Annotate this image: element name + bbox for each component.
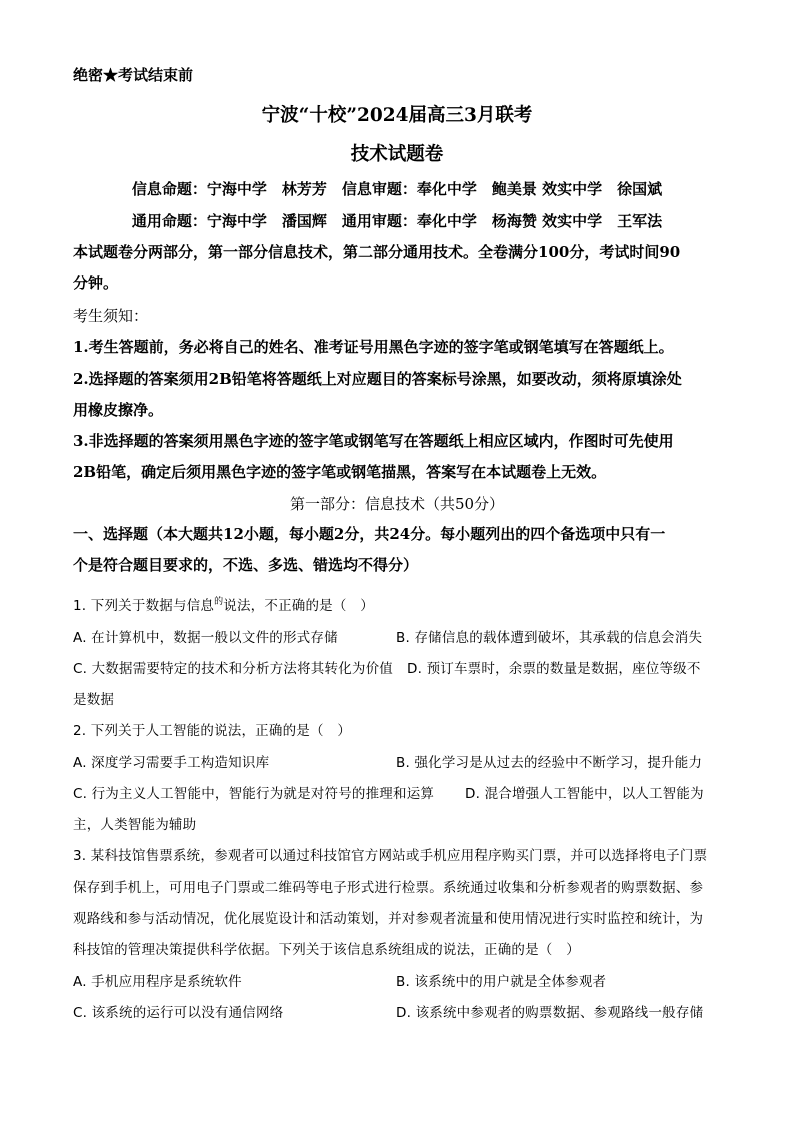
q3-option-a: A. 手机应用程序是系统软件 xyxy=(73,974,242,990)
q3-stem-line-3: 观路线和参与活动情况，优化展览设计和活动策划，并对参观者流量和使用情况进行实时监控和统计，为 xyxy=(73,911,704,927)
q3-option-b: B. 该系统中的用户就是全体参观者 xyxy=(396,974,607,990)
notice-heading: 考生须知： xyxy=(73,307,149,325)
section-instructions-2: 个是符合题目要求的，不选、多选、错选均不得分） xyxy=(73,556,419,574)
exam-title: 宁波“十校”2024届高三3月联考 xyxy=(261,105,533,126)
notice-item-3-cont: 2B铅笔，确定后须用黑色字迹的签字笔或钢笔描黑，答案写在本试题卷上无效。 xyxy=(73,463,607,481)
q3-stem-line-1: 3. 某科技馆售票系统，参观者可以通过科技馆官方网站或手机应用程序购买门票，并可以选择将电子门票 xyxy=(73,848,708,864)
q2-option-a: A. 深度学习需要手工构造知识库 xyxy=(73,755,270,771)
q3-option-c: C. 该系统的运行可以没有通信网络 xyxy=(73,1005,284,1021)
notice-item-3: 3.非选择题的答案须用黑色字迹的签字笔或钢笔写在答题纸上相应区域内，作图时可先使用 xyxy=(73,432,674,450)
notice-item-2-cont: 用橡皮擦净。 xyxy=(73,401,164,419)
general-authors: 通用命题：宁海中学 潘国辉 通用审题：奉化中学 杨海赞 效实中学 王军法 xyxy=(131,212,663,230)
q1-option-d: D. 预订车票时，余票的数量是数据，座位等级不 xyxy=(407,661,701,677)
notice-item-1: 1.考生答题前，务必将自己的姓名、准考证号用黑色字迹的签字笔或钢笔填写在答题纸上。 xyxy=(73,338,674,356)
q1-stem: 1. 下列关于数据与信息$^的$说法，不正确的是（ ） xyxy=(73,597,374,614)
q2-option-b: B. 强化学习是从过去的经验中不断学习，提升能力 xyxy=(396,755,703,771)
notice-item-2: 2.选择题的答案须用2B铅笔将答题纸上对应题目的答案标号涂黑，如要改动，须将原填涂处 xyxy=(73,370,682,388)
section-instructions-1: 一、选择题（本大题共12小题，每小题2分，共24分。每小题列出的四个备选项中只有一 xyxy=(73,525,666,543)
q2-option-d: D. 混合增强人工智能中，以人工智能为 xyxy=(465,786,704,802)
q2-option-c: C. 行为主义人工智能中，智能行为就是对符号的推理和运算 xyxy=(73,786,435,802)
q3-stem-line-2: 保存到手机上，可用电子门票或二维码等电子形式进行检票。系统通过收集和分析参观者的购票数据、参 xyxy=(73,880,704,896)
exam-subtitle: 技术试题卷 xyxy=(350,144,444,165)
q3-stem-line-4: 科技馆的管理决策提供科学依据。下列关于该信息系统组成的说法，正确的是（ ） xyxy=(73,942,580,958)
q3-option-d: D. 该系统中参观者的购票数据、参观路线一般存储 xyxy=(396,1005,704,1021)
q2-stem: 2. 下列关于人工智能的说法，正确的是（ ） xyxy=(73,723,352,739)
part1-heading: 第一部分：信息技术（共50分） xyxy=(289,495,505,513)
q2-option-d-cont: 主，人类智能为辅助 xyxy=(73,817,197,833)
intro-line-2: 分钟。 xyxy=(73,274,119,292)
q1-option-a: A. 在计算机中，数据一般以文件的形式存储 xyxy=(73,630,338,646)
confidential-tag: 绝密★考试结束前 xyxy=(73,66,194,84)
q1-option-d-cont: 是数据 xyxy=(73,692,115,708)
intro-line-1: 本试题卷分两部分，第一部分信息技术，第二部分通用技术。全卷满分100分，考试时间90 xyxy=(73,243,681,261)
info-authors: 信息命题：宁海中学 林芳芳 信息审题：奉化中学 鲍美景 效实中学 徐国斌 xyxy=(131,180,663,198)
q1-option-b: B. 存储信息的载体遭到破坏，其承载的信息会消失 xyxy=(396,630,703,646)
q1-option-c: C. 大数据需要特定的技术和分析方法将其转化为价值 xyxy=(73,661,394,677)
